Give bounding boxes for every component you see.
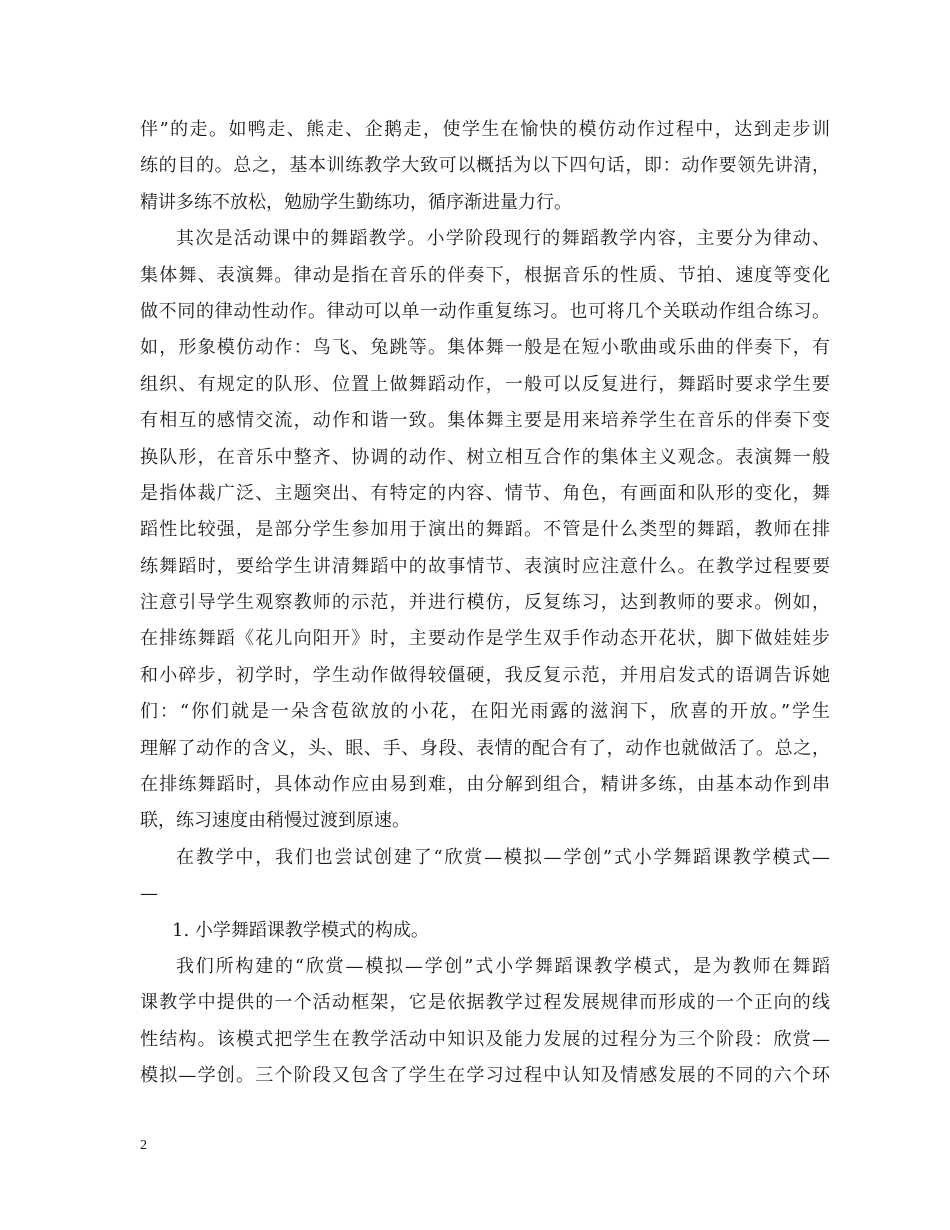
text-line: 做不同的律动性动作。律动可以单一动作重复练习。也可将几个关联动作组合练习。 [140, 300, 830, 322]
text-line: 在排练舞蹈时，具体动作应由易到难，由分解到组合，精讲多练，由基本动作到串 [140, 774, 830, 796]
text-line: 集体舞、表演舞。律动是指在音乐的伴奏下，根据音乐的性质、节拍、速度等变化 [140, 264, 830, 286]
text-line: 模拟—学创。三个阶段又包含了学生在学习过程中认知及情感发展的不同的六个环 [140, 1065, 830, 1087]
body-text [140, 112, 830, 1095]
text-line: 性结构。该模式把学生在教学活动中知识及能力发展的过程分为三个阶段：欣赏— [140, 1028, 830, 1050]
text-line: — [140, 883, 158, 905]
text-line: 联，练习速度由稍慢过渡到原速。 [140, 810, 410, 832]
text-line: 在排练舞蹈《花儿向阳开》时，主要动作是学生双手作动态开花状，脚下做娃娃步 [140, 628, 830, 650]
text-line: 练舞蹈时，要给学生讲清舞蹈中的故事情节、表演时应注意什么。在教学过程要要 [140, 555, 830, 577]
text-line: 我们所构建的“欣赏—模拟—学创”式小学舞蹈课教学模式，是为教师在舞蹈 [176, 955, 830, 977]
text-line: 其次是活动课中的舞蹈教学。小学阶段现行的舞蹈教学内容，主要分为律动、 [176, 228, 830, 250]
section-heading: 1. 小学舞蹈课教学模式的构成。 [172, 919, 429, 941]
text-line: 注意引导学生观察教师的示范，并进行模仿，反复练习，达到教师的要求。例如， [140, 592, 830, 614]
text-line: 和小碎步，初学时，学生动作做得较僵硬，我反复示范，并用启发式的语调告诉她 [140, 664, 830, 686]
text-line: 练的目的。总之，基本训练教学大致可以概括为以下四句话，即：动作要领先讲清， [140, 155, 830, 177]
text-line: 蹈性比较强，是部分学生参加用于演出的舞蹈。不管是什么类型的舞蹈，教师在排 [140, 519, 830, 541]
text-line: 伴”的走。如鸭走、熊走、企鹅走，使学生在愉快的模仿动作过程中，达到走步训 [140, 119, 830, 140]
text-line: 在教学中，我们也尝试创建了“欣赏—模拟—学创”式小学舞蹈课教学模式— [176, 846, 830, 868]
text-line: 们：“你们就是一朵含苞欲放的小花，在阳光雨露的滋润下，欣喜的开放。”学生 [140, 701, 830, 723]
text-line: 课教学中提供的一个活动框架，它是依据教学过程发展规律而形成的一个正向的线 [140, 992, 830, 1014]
text-line: 如，形象模仿动作：鸟飞、兔跳等。集体舞一般是在短小歌曲或乐曲的伴奏下，有 [140, 337, 830, 359]
page-number: 2 [140, 1138, 147, 1153]
text-line: 组织、有规定的队形、位置上做舞蹈动作，一般可以反复进行，舞蹈时要求学生要 [140, 373, 830, 395]
text-line: 换队形，在音乐中整齐、协调的动作、树立相互合作的集体主义观念。表演舞一般 [140, 446, 830, 468]
text-line: 理解了动作的含义，头、眼、手、身段、表情的配合有了，动作也就做活了。总之， [140, 737, 830, 759]
text-line: 是指体裁广泛、主题突出、有特定的内容、情节、角色，有画面和队形的变化，舞 [140, 482, 830, 504]
text-line: 有相互的感情交流，动作和谐一致。集体舞主要是用来培养学生在音乐的伴奏下变 [140, 410, 830, 432]
text-line: 精讲多练不放松，勉励学生勤练功，循序渐进量力行。 [140, 191, 572, 213]
